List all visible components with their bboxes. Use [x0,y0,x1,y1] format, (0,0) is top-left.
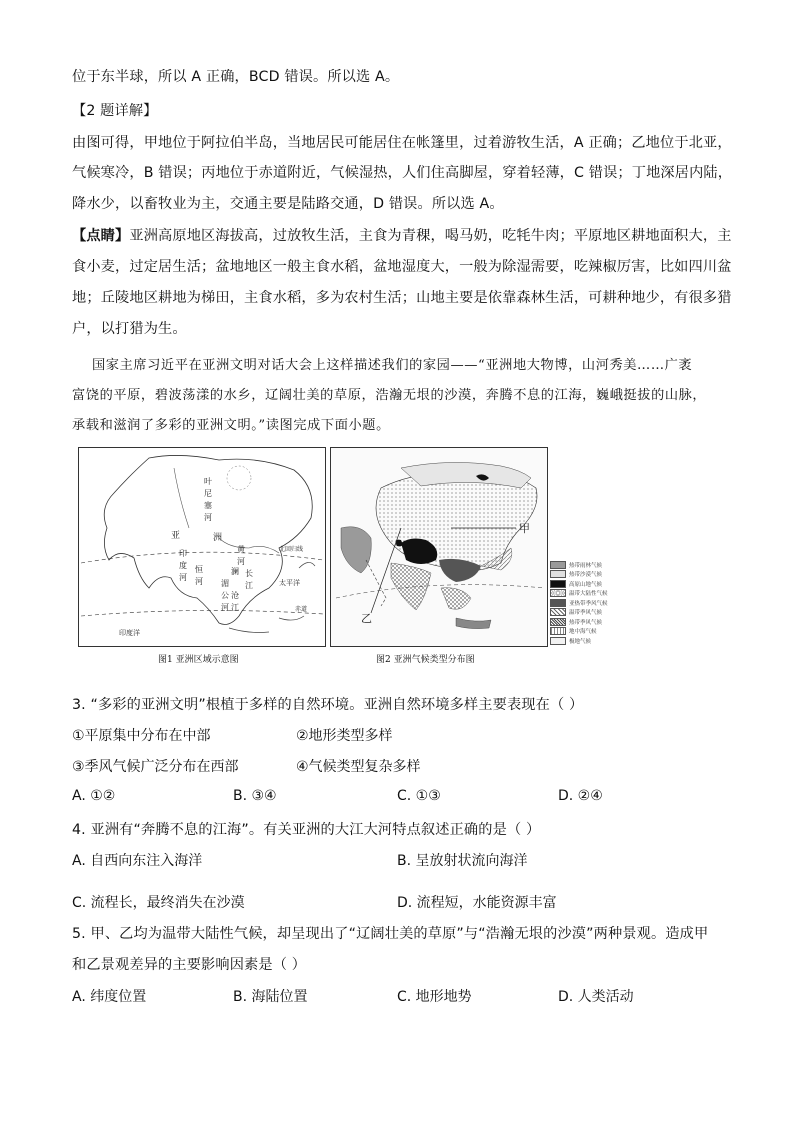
q4-option-b[interactable]: B. 呈放射状流向海洋 [397,853,528,869]
legend-label: 热带沙漠气候 [569,572,603,579]
q5-option-c[interactable]: C. 地形地势 [397,989,472,1005]
label-huang: 黄 [237,545,245,554]
label-jiang: 江 [245,581,253,590]
legend-label: 高原山地气候 [569,581,603,588]
label-yin: 印 [179,549,187,558]
label-du: 度 [179,561,187,570]
q4-option-c[interactable]: C. 流程长，最终消失在沙漠 [72,895,245,911]
q5-option-d[interactable]: D. 人类活动 [558,989,634,1005]
label-zhou: 洲 [213,533,223,543]
legend-item [550,627,630,637]
legend-swatch [550,570,566,578]
passage-line-3: 承载和滋润了多彩的亚洲文明。”读图完成下面小题。 [72,418,390,433]
q3-option-b[interactable]: B. ③④ [233,788,277,804]
legend-label: 温带季风气候 [569,610,603,617]
q3-stem: 3. “多彩的亚洲文明”根植于多样的自然环境。亚洲自然环境多样主要表现在（ ） [72,697,584,713]
text-line-6 [72,225,732,245]
legend-item [550,608,630,618]
label-ya: 亚 [171,531,181,541]
marker-yi: 乙 [361,612,372,625]
text-line-5: 降水少，以畜牧业为主，交通主要是陆路交通，D 错误。所以选 A。 [72,196,504,212]
q3-statement-1: ①平原集中分布在中部 [72,728,211,744]
q4-option-a[interactable]: A. 自西向东注入海洋 [72,853,203,869]
section-heading-q2: 【2 题详解】 [72,103,158,119]
label-gong: 公 [221,591,229,600]
legend-label: 极地气候 [569,638,592,645]
figure-asia-region-map [78,447,326,647]
label-heng: 恒 [195,565,203,574]
legend-swatch [550,618,566,626]
q5-stem-line-1: 5. 甲、乙均为温带大陆性气候，却呈现出了“辽阔壮美的草原”与“浩瀚无垠的沙漠”两种景观。造成甲 [72,926,709,942]
legend-label: 地中海气候 [569,629,597,636]
legend-swatch [550,561,566,569]
label-he4: 河 [195,577,203,586]
q4-option-d[interactable]: D. 流程短，水能资源丰富 [397,895,557,911]
legend-item [550,579,630,589]
q3-statement-3: ③季风气候广泛分布在西部 [72,759,239,775]
label-jiang2: 江 [231,603,239,612]
label-ni: 尼 [204,489,212,498]
q3-statement-4: ④气候类型复杂多样 [296,759,421,775]
label-ye: 叶 [204,477,212,486]
legend-swatch [550,627,566,635]
legend-item [550,636,630,646]
label-sai: 塞 [204,501,212,510]
legend-item [550,560,630,570]
tip-text: 亚洲高原地区海拔高，过放牧生活，主食为青稞，喝马奶，吃牦牛肉；平原地区耕地面积大，主 [129,228,732,244]
q4-stem: 4. 亚洲有“奔腾不息的江海”。有关亚洲的大江大河特点叙述正确的是（ ） [72,822,541,838]
label-lan: 澜 [231,567,239,576]
legend-item [550,589,630,599]
legend-label: 热带季风气候 [569,619,603,626]
tip-label: 【点睛】 [72,228,130,244]
label-he3: 河 [179,573,187,582]
text-line-9: 户，以打猎为生。 [72,321,187,337]
label-pacific: 太平洋 [279,579,300,587]
legend-swatch [550,599,566,607]
legend-item [550,598,630,608]
text-line-4: 气候寒冷，B 错误；丙地位于赤道附近，气候湿热，人们住高脚屋，穿着轻薄，C 错误；丁地深居内陆， [72,165,733,181]
figure2-caption: 图2 亚洲气候类型分布图 [376,655,475,665]
legend-item [550,617,630,627]
q3-option-c[interactable]: C. ①③ [397,788,441,804]
text-line-3: 由图可得，甲地位于阿拉伯半岛，当地居民可能居住在帐篷里，过着游牧生活，A 正确；乙地位于北亚， [72,135,732,151]
figure1-caption: 图1 亚洲区域示意图 [158,655,239,665]
legend-swatch [550,589,566,597]
text-line-7: 食小麦，过定居生活；盆地地区一般主食水稻，盆地湿度大，一般为除湿需要，吃辣椒厉害，比如四川盆 [72,259,732,275]
climate-legend [550,560,630,646]
figure-asia-climate-map [330,447,548,647]
label-tropic: 北回归线 [279,546,304,553]
q3-statement-2: ②地形类型多样 [296,728,393,744]
passage-line-1: 国家主席习近平在亚洲文明对话大会上这样描述我们的家园——“亚洲地大物博，山河秀美……广袤 [92,358,693,373]
legend-label: 亚热带季风气候 [569,600,608,607]
passage-line-2: 富饶的平原，碧波荡漾的水乡，辽阔壮美的草原，浩瀚无垠的沙漠，奔腾不息的江海，巍峨挺拔的山脉， [72,388,707,403]
legend-label: 热带雨林气候 [569,562,603,569]
legend-item [550,570,630,580]
legend-label: 温带大陆性气候 [569,591,608,598]
legend-swatch [550,580,566,588]
legend-swatch [550,637,566,645]
q3-option-a[interactable]: A. ①② [72,788,116,804]
q3-option-d[interactable]: D. ②④ [558,788,603,804]
label-he5: 河 [221,603,229,612]
label-chang: 长 [245,569,253,578]
q5-option-a[interactable]: A. 纬度位置 [72,989,147,1005]
q5-stem-line-2: 和乙景观差异的主要影响因素是（ ） [72,957,307,973]
text-line-1: 位于东半球，所以 A 正确，BCD 错误。所以选 A。 [72,69,400,85]
label-he2: 河 [237,557,245,566]
label-he1: 河 [204,513,212,522]
text-line-8: 地；丘陵地区耕地为梯田，主食水稻，多为农村生活；山地主要是依靠森林生活，可耕种地少，有很多猎 [72,290,732,306]
label-cang: 沧 [231,591,239,600]
legend-swatch [550,608,566,616]
label-indian-ocean: 印度洋 [119,629,140,637]
q5-option-b[interactable]: B. 海陆位置 [233,989,308,1005]
label-equator: 赤道 [295,606,308,613]
label-mei: 湄 [221,579,229,588]
marker-jia: 甲 [519,522,530,535]
